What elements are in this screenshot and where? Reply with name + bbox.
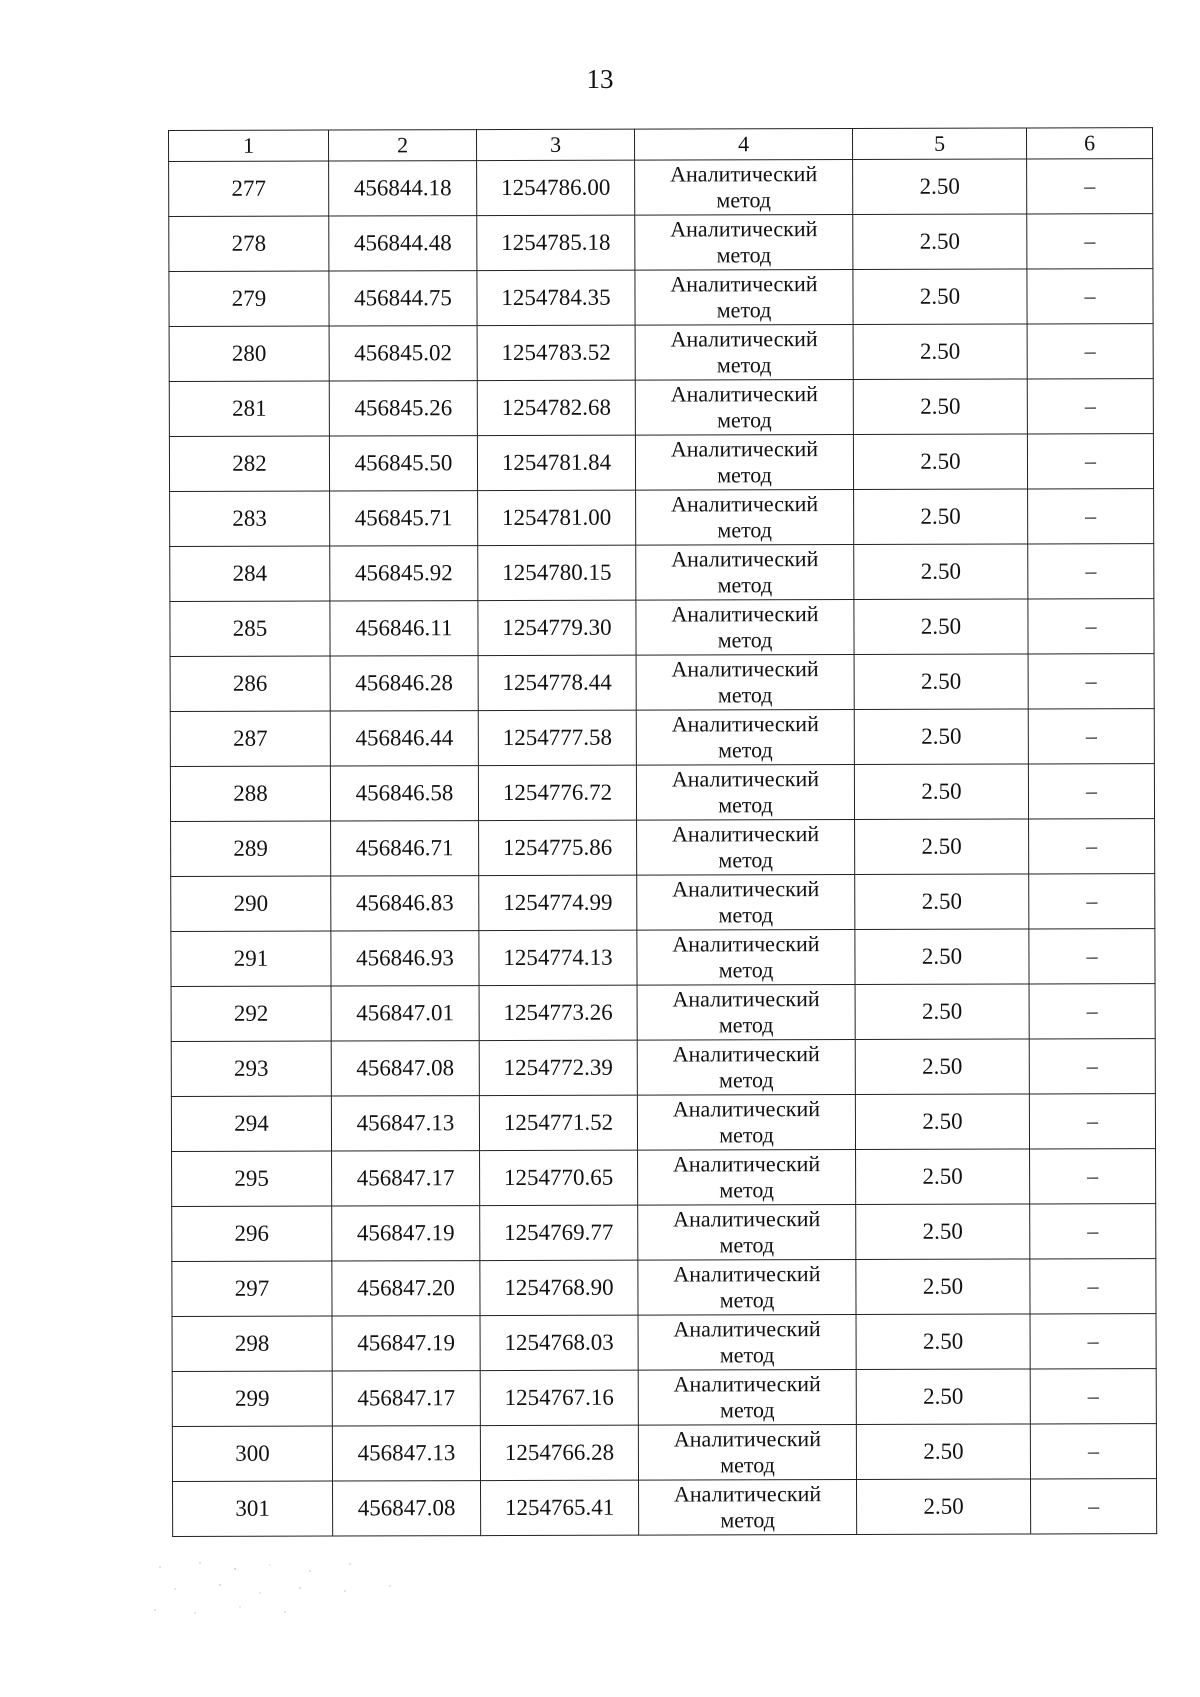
description-cell: – bbox=[1028, 709, 1154, 764]
method-cell: Аналитический метод bbox=[639, 1479, 857, 1535]
point-number-cell: 293 bbox=[171, 1041, 331, 1096]
table-row bbox=[169, 214, 1153, 272]
table-row bbox=[169, 324, 1153, 382]
method-cell: Аналитический метод bbox=[638, 1149, 856, 1205]
y-coordinate-cell: 1254781.84 bbox=[477, 435, 635, 490]
y-coordinate-cell: 1254773.26 bbox=[479, 985, 637, 1040]
point-number-cell: 290 bbox=[171, 876, 331, 931]
table-row bbox=[170, 764, 1154, 822]
y-coordinate-cell: 1254774.99 bbox=[479, 875, 637, 930]
x-coordinate-cell: 456846.44 bbox=[330, 711, 478, 766]
point-number-cell: 279 bbox=[169, 271, 329, 326]
point-number-cell: 278 bbox=[169, 216, 329, 271]
y-coordinate-cell: 1254772.39 bbox=[479, 1040, 637, 1095]
x-coordinate-cell: 456846.93 bbox=[331, 931, 479, 986]
x-coordinate-cell: 456845.71 bbox=[330, 491, 478, 546]
x-coordinate-cell: 456846.28 bbox=[330, 656, 478, 711]
table-row bbox=[172, 1204, 1156, 1262]
table-row bbox=[170, 709, 1154, 767]
x-coordinate-cell: 456845.50 bbox=[329, 436, 477, 491]
method-cell: Аналитический метод bbox=[635, 159, 853, 215]
method-cell: Аналитический метод bbox=[638, 1204, 856, 1260]
y-coordinate-cell: 1254766.28 bbox=[480, 1425, 638, 1480]
table-row bbox=[172, 1259, 1156, 1317]
description-cell: – bbox=[1030, 1259, 1156, 1314]
y-coordinate-cell: 1254767.16 bbox=[480, 1370, 638, 1425]
method-cell: Аналитический метод bbox=[637, 929, 855, 985]
point-number-cell: 296 bbox=[172, 1206, 332, 1261]
accuracy-cell: 2.50 bbox=[853, 434, 1027, 490]
y-coordinate-cell: 1254785.18 bbox=[477, 215, 635, 270]
table-row bbox=[172, 1314, 1156, 1372]
method-cell: Аналитический метод bbox=[637, 874, 855, 930]
method-cell: Аналитический метод bbox=[638, 1424, 856, 1480]
description-cell: – bbox=[1028, 544, 1154, 599]
table-body bbox=[169, 159, 1157, 1537]
method-cell: Аналитический метод bbox=[638, 1314, 856, 1370]
coordinates-table bbox=[168, 127, 1157, 1537]
method-cell: Аналитический метод bbox=[636, 764, 854, 820]
y-coordinate-cell: 1254769.77 bbox=[480, 1205, 638, 1260]
x-coordinate-cell: 456847.19 bbox=[332, 1206, 480, 1261]
point-number-cell: 280 bbox=[169, 326, 329, 381]
table-row bbox=[169, 159, 1153, 217]
accuracy-cell: 2.50 bbox=[855, 874, 1029, 930]
point-number-cell: 281 bbox=[169, 381, 329, 436]
accuracy-cell: 2.50 bbox=[856, 1149, 1030, 1205]
point-number-cell: 286 bbox=[170, 656, 330, 711]
table-header-row bbox=[169, 128, 1153, 162]
column-header: 1 bbox=[169, 130, 329, 161]
description-cell: – bbox=[1028, 764, 1154, 819]
method-cell: Аналитический метод bbox=[635, 434, 853, 490]
y-coordinate-cell: 1254775.86 bbox=[479, 820, 637, 875]
description-cell: – bbox=[1028, 599, 1154, 654]
method-cell: Аналитический метод bbox=[635, 379, 853, 435]
column-header: 2 bbox=[329, 130, 477, 161]
accuracy-cell: 2.50 bbox=[856, 1204, 1030, 1260]
description-cell: – bbox=[1030, 1204, 1156, 1259]
x-coordinate-cell: 456847.19 bbox=[332, 1316, 480, 1371]
method-cell: Аналитический метод bbox=[636, 709, 854, 765]
y-coordinate-cell: 1254780.15 bbox=[478, 545, 636, 600]
accuracy-cell: 2.50 bbox=[853, 159, 1027, 215]
accuracy-cell: 2.50 bbox=[856, 1259, 1030, 1315]
table-row bbox=[170, 544, 1154, 602]
table-row bbox=[170, 599, 1154, 657]
accuracy-cell: 2.50 bbox=[856, 1314, 1030, 1370]
x-coordinate-cell: 456847.17 bbox=[332, 1371, 480, 1426]
point-number-cell: 283 bbox=[170, 491, 330, 546]
point-number-cell: 297 bbox=[172, 1261, 332, 1316]
accuracy-cell: 2.50 bbox=[854, 709, 1028, 765]
column-header: 3 bbox=[477, 129, 635, 160]
description-cell: – bbox=[1027, 214, 1153, 269]
table-row bbox=[171, 874, 1155, 932]
table-row bbox=[172, 1369, 1156, 1427]
method-cell: Аналитический метод bbox=[637, 819, 855, 875]
y-coordinate-cell: 1254779.30 bbox=[478, 600, 636, 655]
description-cell: – bbox=[1027, 324, 1153, 379]
accuracy-cell: 2.50 bbox=[856, 1424, 1030, 1480]
accuracy-cell: 2.50 bbox=[854, 599, 1028, 655]
x-coordinate-cell: 456846.83 bbox=[331, 876, 479, 931]
description-cell: – bbox=[1030, 1369, 1156, 1424]
y-coordinate-cell: 1254778.44 bbox=[478, 655, 636, 710]
accuracy-cell: 2.50 bbox=[854, 544, 1028, 600]
y-coordinate-cell: 1254782.68 bbox=[477, 380, 635, 435]
y-coordinate-cell: 1254768.90 bbox=[480, 1260, 638, 1315]
description-cell: – bbox=[1029, 874, 1155, 929]
accuracy-cell: 2.50 bbox=[855, 1094, 1029, 1150]
y-coordinate-cell: 1254771.52 bbox=[479, 1095, 637, 1150]
table-row bbox=[169, 379, 1153, 437]
point-number-cell: 287 bbox=[170, 711, 330, 766]
description-cell: – bbox=[1030, 1314, 1156, 1369]
y-coordinate-cell: 1254776.72 bbox=[478, 765, 636, 820]
method-cell: Аналитический метод bbox=[636, 599, 854, 655]
method-cell: Аналитический метод bbox=[635, 324, 853, 380]
table-row bbox=[171, 984, 1155, 1042]
method-cell: Аналитический метод bbox=[636, 544, 854, 600]
description-cell: – bbox=[1029, 929, 1155, 984]
point-number-cell: 299 bbox=[172, 1371, 332, 1426]
x-coordinate-cell: 456847.08 bbox=[331, 1041, 479, 1096]
scan-artifact bbox=[140, 1555, 440, 1625]
table-row bbox=[171, 819, 1155, 877]
column-header: 4 bbox=[634, 128, 852, 160]
accuracy-cell: 2.50 bbox=[855, 819, 1029, 875]
method-cell: Аналитический метод bbox=[635, 214, 853, 270]
x-coordinate-cell: 456845.92 bbox=[330, 546, 478, 601]
table-row bbox=[171, 929, 1155, 987]
description-cell: – bbox=[1029, 819, 1155, 874]
point-number-cell: 301 bbox=[173, 1481, 333, 1536]
point-number-cell: 288 bbox=[170, 766, 330, 821]
point-number-cell: 300 bbox=[172, 1426, 332, 1481]
y-coordinate-cell: 1254770.65 bbox=[480, 1150, 638, 1205]
x-coordinate-cell: 456847.20 bbox=[332, 1261, 480, 1316]
accuracy-cell: 2.50 bbox=[853, 379, 1027, 435]
point-number-cell: 295 bbox=[172, 1151, 332, 1206]
x-coordinate-cell: 456847.13 bbox=[331, 1096, 479, 1151]
accuracy-cell: 2.50 bbox=[857, 1479, 1031, 1535]
table-row bbox=[172, 1424, 1156, 1482]
x-coordinate-cell: 456846.71 bbox=[331, 821, 479, 876]
description-cell: – bbox=[1027, 434, 1153, 489]
point-number-cell: 277 bbox=[169, 161, 329, 216]
method-cell: Аналитический метод bbox=[637, 1039, 855, 1095]
description-cell: – bbox=[1030, 1424, 1156, 1479]
point-number-cell: 284 bbox=[170, 546, 330, 601]
description-cell: – bbox=[1028, 489, 1154, 544]
table-row bbox=[170, 489, 1154, 547]
accuracy-cell: 2.50 bbox=[855, 1039, 1029, 1095]
table-row bbox=[171, 1039, 1155, 1097]
accuracy-cell: 2.50 bbox=[855, 929, 1029, 985]
page-number: 13 bbox=[586, 64, 614, 94]
description-cell: – bbox=[1027, 379, 1153, 434]
method-cell: Аналитический метод bbox=[637, 1094, 855, 1150]
description-cell: – bbox=[1027, 159, 1153, 214]
accuracy-cell: 2.50 bbox=[854, 654, 1028, 710]
point-number-cell: 292 bbox=[171, 986, 331, 1041]
x-coordinate-cell: 456847.13 bbox=[332, 1426, 480, 1481]
y-coordinate-cell: 1254784.35 bbox=[477, 270, 635, 325]
accuracy-cell: 2.50 bbox=[853, 324, 1027, 380]
table-row bbox=[172, 1149, 1156, 1207]
x-coordinate-cell: 456846.11 bbox=[330, 601, 478, 656]
y-coordinate-cell: 1254774.13 bbox=[479, 930, 637, 985]
description-cell: – bbox=[1029, 1039, 1155, 1094]
accuracy-cell: 2.50 bbox=[855, 984, 1029, 1040]
accuracy-cell: 2.50 bbox=[853, 214, 1027, 270]
x-coordinate-cell: 456847.17 bbox=[332, 1151, 480, 1206]
table-row bbox=[171, 1094, 1155, 1152]
x-coordinate-cell: 456845.26 bbox=[329, 381, 477, 436]
method-cell: Аналитический метод bbox=[636, 654, 854, 710]
y-coordinate-cell: 1254786.00 bbox=[477, 160, 635, 215]
x-coordinate-cell: 456845.02 bbox=[329, 326, 477, 381]
point-number-cell: 289 bbox=[171, 821, 331, 876]
method-cell: Аналитический метод bbox=[636, 489, 854, 545]
x-coordinate-cell: 456847.08 bbox=[333, 1481, 481, 1536]
accuracy-cell: 2.50 bbox=[856, 1369, 1030, 1425]
table-row bbox=[169, 269, 1153, 327]
y-coordinate-cell: 1254765.41 bbox=[481, 1480, 639, 1535]
description-cell: – bbox=[1028, 654, 1154, 709]
point-number-cell: 285 bbox=[170, 601, 330, 656]
accuracy-cell: 2.50 bbox=[853, 269, 1027, 325]
accuracy-cell: 2.50 bbox=[854, 764, 1028, 820]
table-row bbox=[173, 1479, 1157, 1537]
table-row bbox=[169, 434, 1153, 492]
column-header: 6 bbox=[1026, 128, 1152, 159]
method-cell: Аналитический метод bbox=[637, 984, 855, 1040]
point-number-cell: 282 bbox=[169, 436, 329, 491]
point-number-cell: 298 bbox=[172, 1316, 332, 1371]
description-cell: – bbox=[1030, 1149, 1156, 1204]
description-cell: – bbox=[1027, 269, 1153, 324]
point-number-cell: 294 bbox=[171, 1096, 331, 1151]
column-header: 5 bbox=[852, 128, 1026, 160]
method-cell: Аналитический метод bbox=[635, 269, 853, 325]
coordinates-table-container bbox=[168, 127, 1156, 1537]
accuracy-cell: 2.50 bbox=[854, 489, 1028, 545]
description-cell: – bbox=[1029, 1094, 1155, 1149]
x-coordinate-cell: 456844.48 bbox=[329, 216, 477, 271]
table-row bbox=[170, 654, 1154, 712]
x-coordinate-cell: 456844.18 bbox=[329, 161, 477, 216]
point-number-cell: 291 bbox=[171, 931, 331, 986]
x-coordinate-cell: 456844.75 bbox=[329, 271, 477, 326]
method-cell: Аналитический метод bbox=[638, 1369, 856, 1425]
method-cell: Аналитический метод bbox=[638, 1259, 856, 1315]
y-coordinate-cell: 1254768.03 bbox=[480, 1315, 638, 1370]
x-coordinate-cell: 456847.01 bbox=[331, 986, 479, 1041]
y-coordinate-cell: 1254777.58 bbox=[478, 710, 636, 765]
y-coordinate-cell: 1254781.00 bbox=[478, 490, 636, 545]
description-cell: – bbox=[1031, 1479, 1157, 1534]
y-coordinate-cell: 1254783.52 bbox=[477, 325, 635, 380]
description-cell: – bbox=[1029, 984, 1155, 1039]
x-coordinate-cell: 456846.58 bbox=[330, 766, 478, 821]
